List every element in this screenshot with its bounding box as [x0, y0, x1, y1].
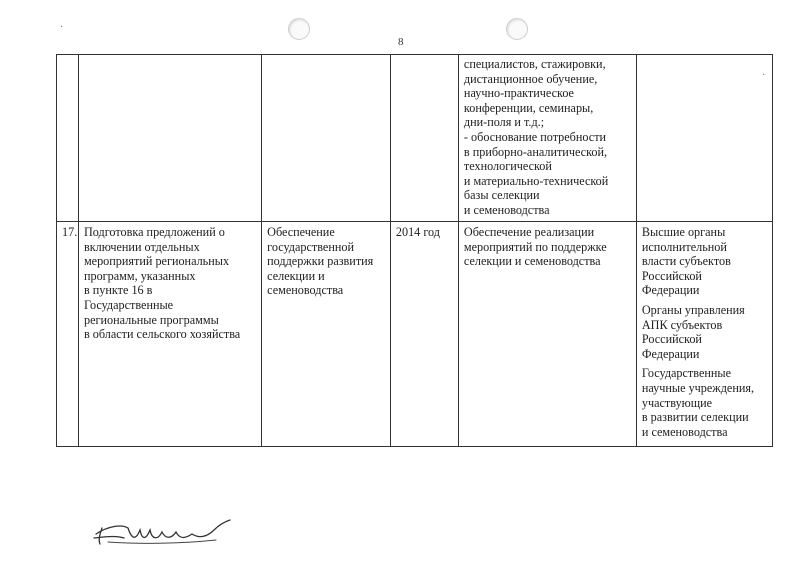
deadline-cell [390, 55, 458, 222]
responsible-line: АПК субъектов [641, 317, 723, 332]
activity-cell [78, 55, 261, 222]
activity-line: Государственные [83, 297, 174, 312]
activity-line: программ, указанных [83, 268, 196, 283]
result-line: дни-поля и т.д.; [463, 115, 545, 130]
result-line: - обоснование потребности [463, 129, 607, 144]
row-number-cell: 17. [57, 222, 79, 447]
goal-line: селекции и [267, 268, 325, 283]
goal-line: поддержки развития [267, 254, 374, 269]
result-line: базы селекции [463, 188, 540, 203]
activity-line: включении отдельных [83, 239, 200, 254]
activity-cell [78, 222, 261, 447]
activity-line: Подготовка предложений о [83, 225, 225, 239]
result-line: научно-практическое [463, 86, 574, 101]
activity-line: в пункте 16 в [83, 283, 153, 298]
result-line: и материально-технической [463, 173, 609, 188]
responsible-group [642, 366, 768, 439]
goal-cell [262, 55, 391, 222]
result-line: специалистов, стажировки, [463, 57, 606, 71]
responsible-cell [636, 55, 772, 222]
responsible-line: и семеноводства [641, 424, 728, 439]
table-row-continued [57, 55, 773, 222]
plan-table [56, 54, 773, 447]
responsible-line: Федерации [641, 346, 700, 361]
responsible-line: Высшие органы [641, 225, 726, 239]
punch-hole-right [506, 18, 528, 40]
activity-line: в области сельского хозяйства [83, 327, 241, 342]
result-cell [458, 55, 636, 222]
responsible-cell [636, 222, 772, 447]
result-line: Обеспечение реализации [463, 225, 595, 239]
responsible-group [642, 225, 768, 298]
result-cell [458, 222, 636, 447]
responsible-line: в развитии селекции [641, 410, 749, 425]
goal-line: государственной [267, 239, 354, 254]
goal-line: Обеспечение [267, 225, 335, 239]
table-row-17 [57, 222, 773, 447]
result-line: мероприятий по поддержке [463, 239, 607, 254]
responsible-line: Государственные [641, 366, 731, 381]
responsible-line: Органы управления [641, 302, 745, 317]
responsible-group [642, 303, 768, 361]
responsible-line: участвующие [641, 395, 713, 410]
activity-line: мероприятий региональных [83, 254, 230, 269]
responsible-line: Федерации [641, 283, 700, 298]
responsible-line: Российской [641, 332, 702, 347]
result-line: конференции, семинары, [463, 100, 594, 115]
result-line: в приборно-аналитической, [463, 144, 608, 159]
page-number: 8 [398, 36, 404, 48]
row-number-cell [57, 55, 79, 222]
responsible-line: научные учреждения, [641, 380, 755, 395]
goal-line: семеноводства [267, 283, 344, 298]
activity-line: региональные программы [83, 312, 219, 327]
deadline-cell: 2014 год [390, 222, 458, 447]
scan-mark: · [762, 70, 766, 81]
punch-hole-left [288, 18, 310, 40]
result-line: селекции и семеноводства [463, 254, 601, 269]
result-line: дистанционное обучение, [463, 71, 598, 86]
result-line: и семеноводства [463, 202, 550, 217]
scan-mark: · [60, 22, 64, 33]
responsible-line: власти субъектов [641, 254, 731, 269]
result-line: технологической [463, 159, 552, 174]
responsible-line: исполнительной [641, 239, 727, 254]
responsible-line: Российской [641, 268, 702, 283]
handwritten-signature [88, 514, 238, 550]
goal-cell [262, 222, 391, 447]
